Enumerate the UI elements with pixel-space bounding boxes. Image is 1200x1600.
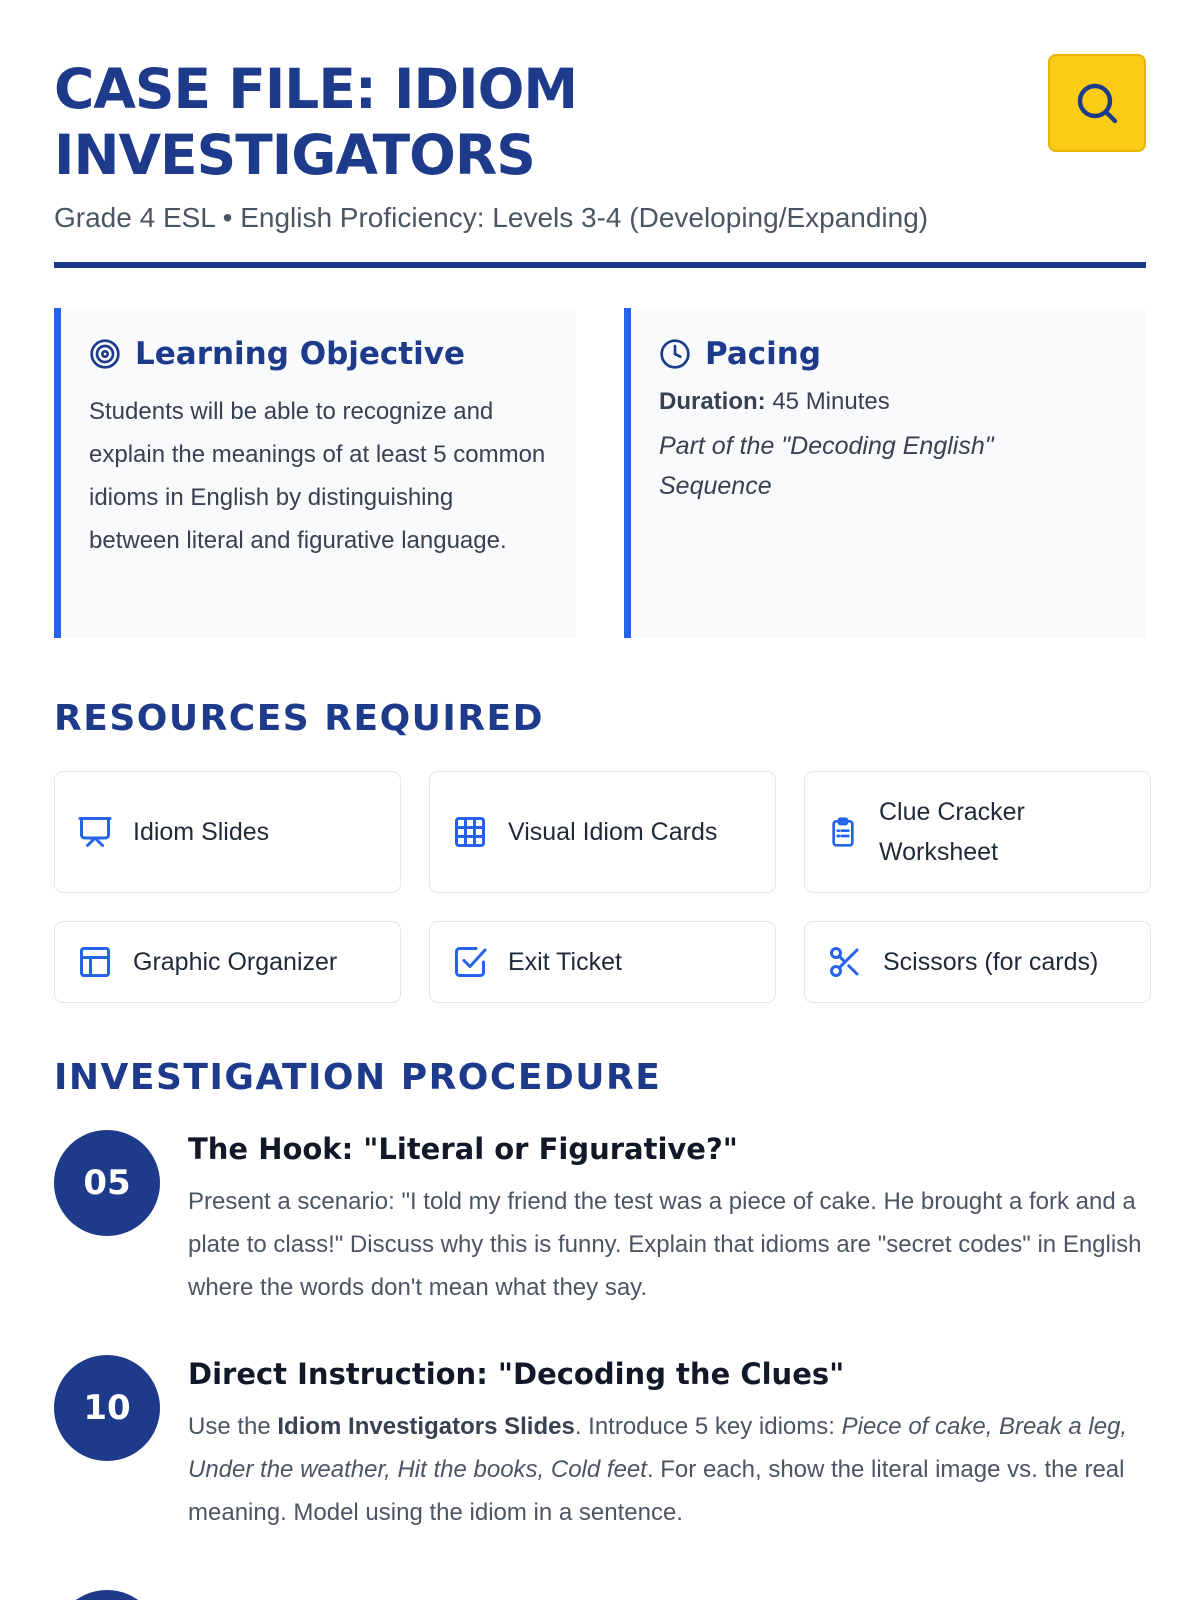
learning-objective-header <box>89 336 546 372</box>
procedure-step <box>54 1355 1146 1534</box>
page-subtitle: Grade 4 ESL • English Proficiency: Levels 3-4 (Developing/Expanding) <box>54 202 929 233</box>
learning-objective-card <box>54 308 576 638</box>
procedure-title: INVESTIGATION PROCEDURE <box>54 1057 662 1098</box>
resource-clue-cracker-worksheet[interactable] <box>804 771 1151 893</box>
resource-label: Exit Ticket <box>508 948 622 976</box>
step-description: Present a scenario: "I told my friend the test was a piece of cake. He brought a fork and a plate to class!" Discuss why this is funny. Explain that idioms are "secret codes" in English where the words don't mean what they say. <box>188 1188 1142 1301</box>
resource-label: Visual Idiom Cards <box>508 818 718 846</box>
resource-label: Scissors (for cards) <box>883 948 1099 976</box>
clipboard-icon <box>827 814 859 850</box>
resources-title: RESOURCES REQUIRED <box>54 698 545 739</box>
step-minutes-badge: 10 <box>54 1355 160 1461</box>
step-title: The Hook: "Literal or Figurative?" <box>188 1132 738 1166</box>
clock-icon <box>659 338 691 370</box>
pacing-header <box>659 336 1116 372</box>
duration <box>659 388 1116 416</box>
step-desc-idioms: Piece of cake, Break a leg, Under the weather, Hit the books, Cold feet <box>188 1413 1128 1483</box>
search-icon <box>1073 79 1121 127</box>
learning-objective-text: Students will be able to recognize and explain the meanings of at least 5 common idioms in English by distinguishing between literal and figurative language. <box>89 398 546 554</box>
checkbox-icon <box>452 944 488 980</box>
presentation-icon <box>77 814 113 850</box>
pacing-card <box>624 308 1146 638</box>
step-desc-text: . For each, show the literal image vs. the real meaning. Model using the idiom in a sentence. <box>188 1456 1125 1526</box>
step-description <box>188 1405 1146 1534</box>
procedure-steps <box>54 1130 1146 1534</box>
layout-icon <box>77 944 113 980</box>
resources-grid <box>54 771 1146 1003</box>
step-title: Direct Instruction: "Decoding the Clues" <box>188 1357 845 1391</box>
duration-label: Duration: <box>659 388 766 415</box>
pacing-title: Pacing <box>705 336 822 372</box>
resource-visual-idiom-cards[interactable] <box>429 771 776 893</box>
header <box>54 0 1146 234</box>
page-title: CASE FILE: IDIOM INVESTIGATORS <box>54 57 578 187</box>
resource-graphic-organizer[interactable] <box>54 921 401 1003</box>
header-divider <box>54 262 1146 268</box>
step-desc-text: . Introduce 5 key idioms: <box>574 1413 842 1440</box>
grid-icon <box>452 814 488 850</box>
learning-objective-title: Learning Objective <box>135 336 465 372</box>
resource-exit-ticket[interactable] <box>429 921 776 1003</box>
step-body <box>188 1130 1146 1309</box>
procedure-step <box>54 1130 1146 1309</box>
resource-idiom-slides[interactable] <box>54 771 401 893</box>
resource-label: Graphic Organizer <box>133 948 338 976</box>
duration-value: 45 Minutes <box>772 388 890 415</box>
step-minutes-badge: 05 <box>54 1130 160 1236</box>
step-desc-resource: Idiom Investigators Slides <box>277 1413 575 1440</box>
resource-label: Idiom Slides <box>133 818 270 846</box>
search-button[interactable] <box>1048 54 1146 152</box>
next-step-badge <box>54 1590 160 1600</box>
sequence-note: Part of the "Decoding English" Sequence <box>659 432 994 500</box>
info-row <box>54 308 1146 638</box>
step-body <box>188 1355 1146 1534</box>
resource-label: Clue Cracker Worksheet <box>879 798 1025 866</box>
scissors-icon <box>827 944 863 980</box>
resource-scissors[interactable] <box>804 921 1151 1003</box>
step-desc-text: Use the <box>188 1413 278 1440</box>
target-icon <box>89 338 121 370</box>
